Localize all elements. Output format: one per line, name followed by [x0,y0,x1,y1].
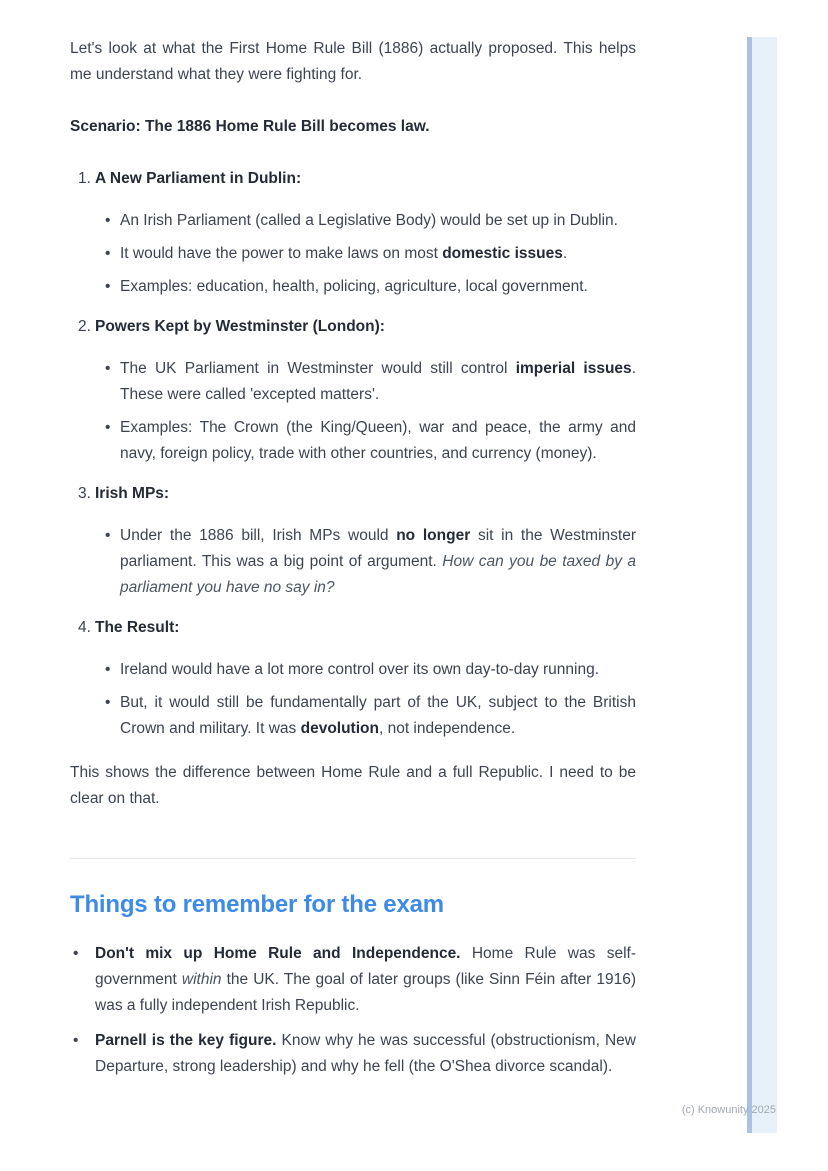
numbered-item [70,615,636,742]
numbered-item-title [70,314,636,340]
text-run: the UK. The goal of later groups (like Sinn Féin after 1916) was a fully independent Irish Republic. [95,971,636,1014]
intro-paragraph [70,36,636,88]
list-number: 3. [78,485,91,502]
bullet-item [70,208,636,234]
numbered-item-title [70,481,636,507]
text-run: Examples: education, health, policing, agriculture, local government. [120,278,588,295]
sub-bullet-list [70,356,636,467]
sub-bullet-list [70,208,636,300]
bullet-item [70,415,636,467]
text-run: Examples: The Crown (the King/Queen), war and peace, the army and navy, foreign policy, trade with other countries, and currency (money). [120,419,636,462]
exam-bullet-item [70,941,636,1019]
numbered-item [70,314,636,467]
numbered-item-title [70,166,636,192]
list-title: The Result: [95,619,180,636]
bold-text-run: imperial issues [515,360,632,377]
bold-text-run: Don't mix up Home Rule and Independence. [95,945,461,962]
text-run: But, it would still be fundamentally part of the UK, subject to the British Crown and military. It was [120,694,636,737]
bold-text-run: devolution [300,720,379,737]
list-title: Powers Kept by Westminster (London): [95,318,385,335]
bold-text-run: no longer [396,527,471,544]
bullet-item [70,356,636,408]
bold-text-run: domestic issues [442,245,563,262]
list-number: 1. [78,170,91,187]
text-run: Ireland would have a lot more control over its own day-to-day running. [120,661,600,678]
bullet-item [70,657,636,683]
text-run: . These were called 'excepted matters'. [120,360,636,403]
bullet-item [70,690,636,742]
text-run: . [562,245,568,262]
italic-text-run: within [181,971,222,988]
text-run: It would have the power to make laws on most [120,245,443,262]
bullet-item [70,523,636,601]
list-number: 2. [78,318,91,335]
list-title: A New Parliament in Dublin: [95,170,302,187]
text-run: Home Rule was self-government [95,945,636,988]
text-run: An Irish Parliament (called a Legislative Body) would be set up in Dublin. [120,212,618,229]
numbered-list [70,166,636,742]
bold-text-run: Scenario: The 1886 Home Rule Bill becomes law. [70,118,430,135]
page-edge-decoration [747,37,777,1133]
section-heading: Things to remember for the exam [70,891,444,918]
text-run: , not independence. [378,720,516,737]
bullet-item [70,241,636,267]
numbered-item [70,166,636,300]
text-run: This shows the difference between Home Rule and a full Republic. I need to be clear on that. [70,764,636,807]
text-run: The UK Parliament in Westminster would still control [120,360,516,377]
numbered-item-title [70,615,636,641]
note-content [70,36,636,1089]
list-number: 4. [78,619,91,636]
text-run: Under the 1886 bill, Irish MPs would [120,527,397,544]
numbered-item [70,481,636,601]
bold-text-run: Parnell is the key figure. [95,1032,277,1049]
exam-list [70,941,636,1080]
sub-bullet-list [70,523,636,601]
closing-paragraph [70,760,636,812]
section-divider [70,858,636,859]
watermark: (c) Knowunity 2025 [681,1104,776,1116]
exam-bullet-item [70,1028,636,1080]
text-run: sit in the Westminster parliament. This was a big point of argument. [120,527,636,570]
bullet-item [70,274,636,300]
italic-text-run: How can you be taxed by a parliament you have no say in? [120,553,636,596]
scenario-heading [70,114,636,140]
list-title: Irish MPs: [95,485,170,502]
text-run: Know why he was successful (obstructionism, New Departure, strong leadership) and why he fell (the O'Shea divorce scandal). [95,1032,636,1075]
text-run: Let's look at what the First Home Rule Bill (1886) actually proposed. This helps me understand what they were fighting for. [70,40,636,83]
sub-bullet-list [70,657,636,742]
